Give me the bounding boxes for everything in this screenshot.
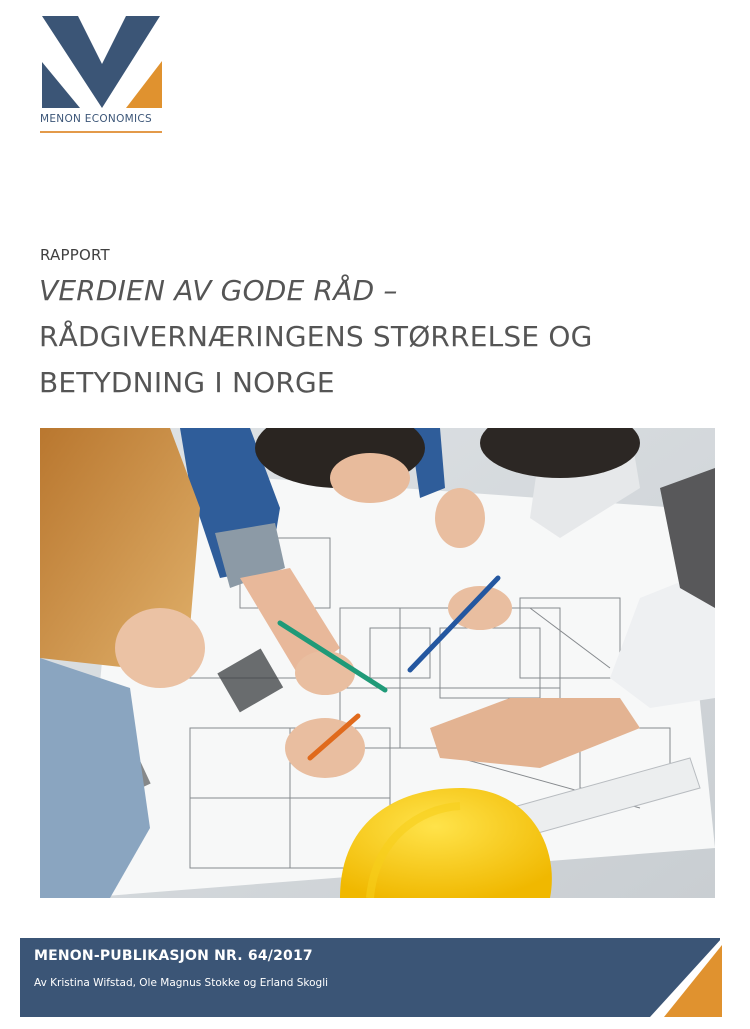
title-line-3: BETYDNING I NORGE <box>39 366 335 399</box>
title-line-2: RÅDGIVERNÆRINGENS STØRRELSE OG <box>39 320 593 353</box>
blueprint-team-photo-icon <box>40 428 715 898</box>
title-line-1: VERDIEN AV GODE RÅD – <box>39 274 398 307</box>
report-kicker: RAPPORT <box>40 246 110 264</box>
menon-v-logo-icon <box>40 14 164 110</box>
brand-rule <box>40 131 162 133</box>
authors: Av Kristina Wifstad, Ole Magnus Stokke og Erland Skogli <box>34 977 329 989</box>
cover-photo <box>40 428 715 898</box>
publication-number: MENON-PUBLIKASJON NR. 64/2017 <box>34 948 313 964</box>
brand-name: MENON ECONOMICS <box>40 113 153 125</box>
orange-corner-icon <box>650 938 725 1017</box>
menon-logo <box>40 14 166 138</box>
report-title <box>39 268 729 406</box>
